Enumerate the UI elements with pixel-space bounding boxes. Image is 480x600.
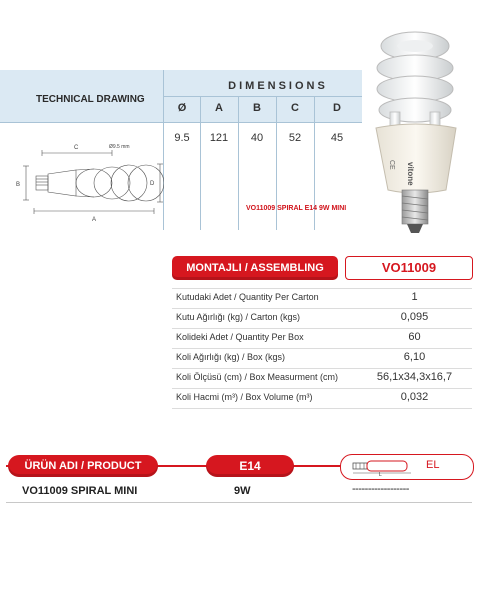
- product-name: VO11009 SPIRAL MINI: [22, 485, 138, 497]
- dim-value-a: 121: [209, 132, 229, 144]
- el-label: EL: [426, 459, 440, 471]
- spec-label: Kolideki Adet / Quantity Per Box: [176, 332, 304, 342]
- column-divider: [200, 96, 201, 230]
- dim-header-diameter: Ø: [177, 102, 187, 114]
- spec-value: 60: [408, 331, 421, 343]
- spec-row-carton-weight: [172, 308, 472, 328]
- spec-row-box-volume: [172, 388, 472, 408]
- lamp-brand: vitone: [406, 162, 415, 186]
- column-divider: [238, 96, 239, 230]
- spec-label: Koli Hacmi (m³) / Box Volume (m³): [176, 392, 313, 402]
- spec-label: Kutu Ağırlığı (kg) / Carton (kgs): [176, 312, 301, 322]
- spec-label: Koli Ağırlığı (kg) / Box (kgs): [176, 352, 286, 362]
- dim-value-c: 52: [288, 132, 302, 144]
- drawing-label-d: D: [150, 181, 155, 187]
- product-rule: [6, 502, 472, 503]
- lamp-image: [360, 22, 470, 237]
- spec-value: 0,095: [400, 311, 429, 323]
- dim-header-b: B: [253, 102, 261, 114]
- spec-row-quantity-per-box: [172, 328, 472, 348]
- dimensions-title: DIMENSIONS: [228, 80, 328, 92]
- model-caption: VO11009 SPIRAL E14 9W MINI: [246, 205, 347, 212]
- technical-drawing: [14, 138, 164, 228]
- spec-value: 6,10: [403, 351, 426, 363]
- socket-label: E14: [206, 455, 294, 477]
- socket-diagram-icon: [351, 458, 415, 476]
- product-el-value: ------------------: [352, 483, 409, 495]
- spec-row-bottom-rule: [172, 408, 472, 428]
- drawing-label-a: A: [92, 217, 97, 223]
- svg-text:CE: CE: [388, 160, 395, 170]
- product-wattage: 9W: [234, 485, 251, 497]
- dim-header-c: C: [291, 102, 299, 114]
- drawing-label-b: B: [16, 182, 21, 188]
- dim-value-b: 40: [250, 132, 264, 144]
- drawing-label-c: C: [74, 145, 79, 151]
- spec-value: 56,1x34,3x16,7: [376, 371, 453, 383]
- dimensions-divider: [163, 96, 362, 97]
- socket-diagram-l: L: [379, 472, 382, 476]
- assembling-label: MONTAJLI / ASSEMBLING: [172, 256, 338, 280]
- spec-row-quantity-per-carton: [172, 288, 472, 308]
- el-badge: [340, 454, 474, 480]
- spec-row-box-measurement: [172, 368, 472, 388]
- spec-row-box-weight: [172, 348, 472, 368]
- dim-value-d: 45: [330, 132, 344, 144]
- drawing-label-diameter: Ø9.5 mm: [109, 144, 130, 150]
- spec-value: 1: [411, 291, 418, 303]
- spec-label: Koli Ölçüsü (cm) / Box Measurment (cm): [176, 372, 339, 382]
- dim-value-diameter: 9.5: [174, 132, 190, 144]
- dim-header-d: D: [333, 102, 341, 114]
- spec-label: Kutudaki Adet / Quantity Per Carton: [176, 292, 319, 302]
- product-label: ÜRÜN ADI / PRODUCT: [8, 455, 158, 477]
- technical-drawing-label: TECHNICAL DRAWING: [36, 94, 145, 105]
- assembling-code: VO11009: [345, 256, 473, 280]
- dim-header-a: A: [215, 102, 223, 114]
- spec-value: 0,032: [400, 391, 429, 403]
